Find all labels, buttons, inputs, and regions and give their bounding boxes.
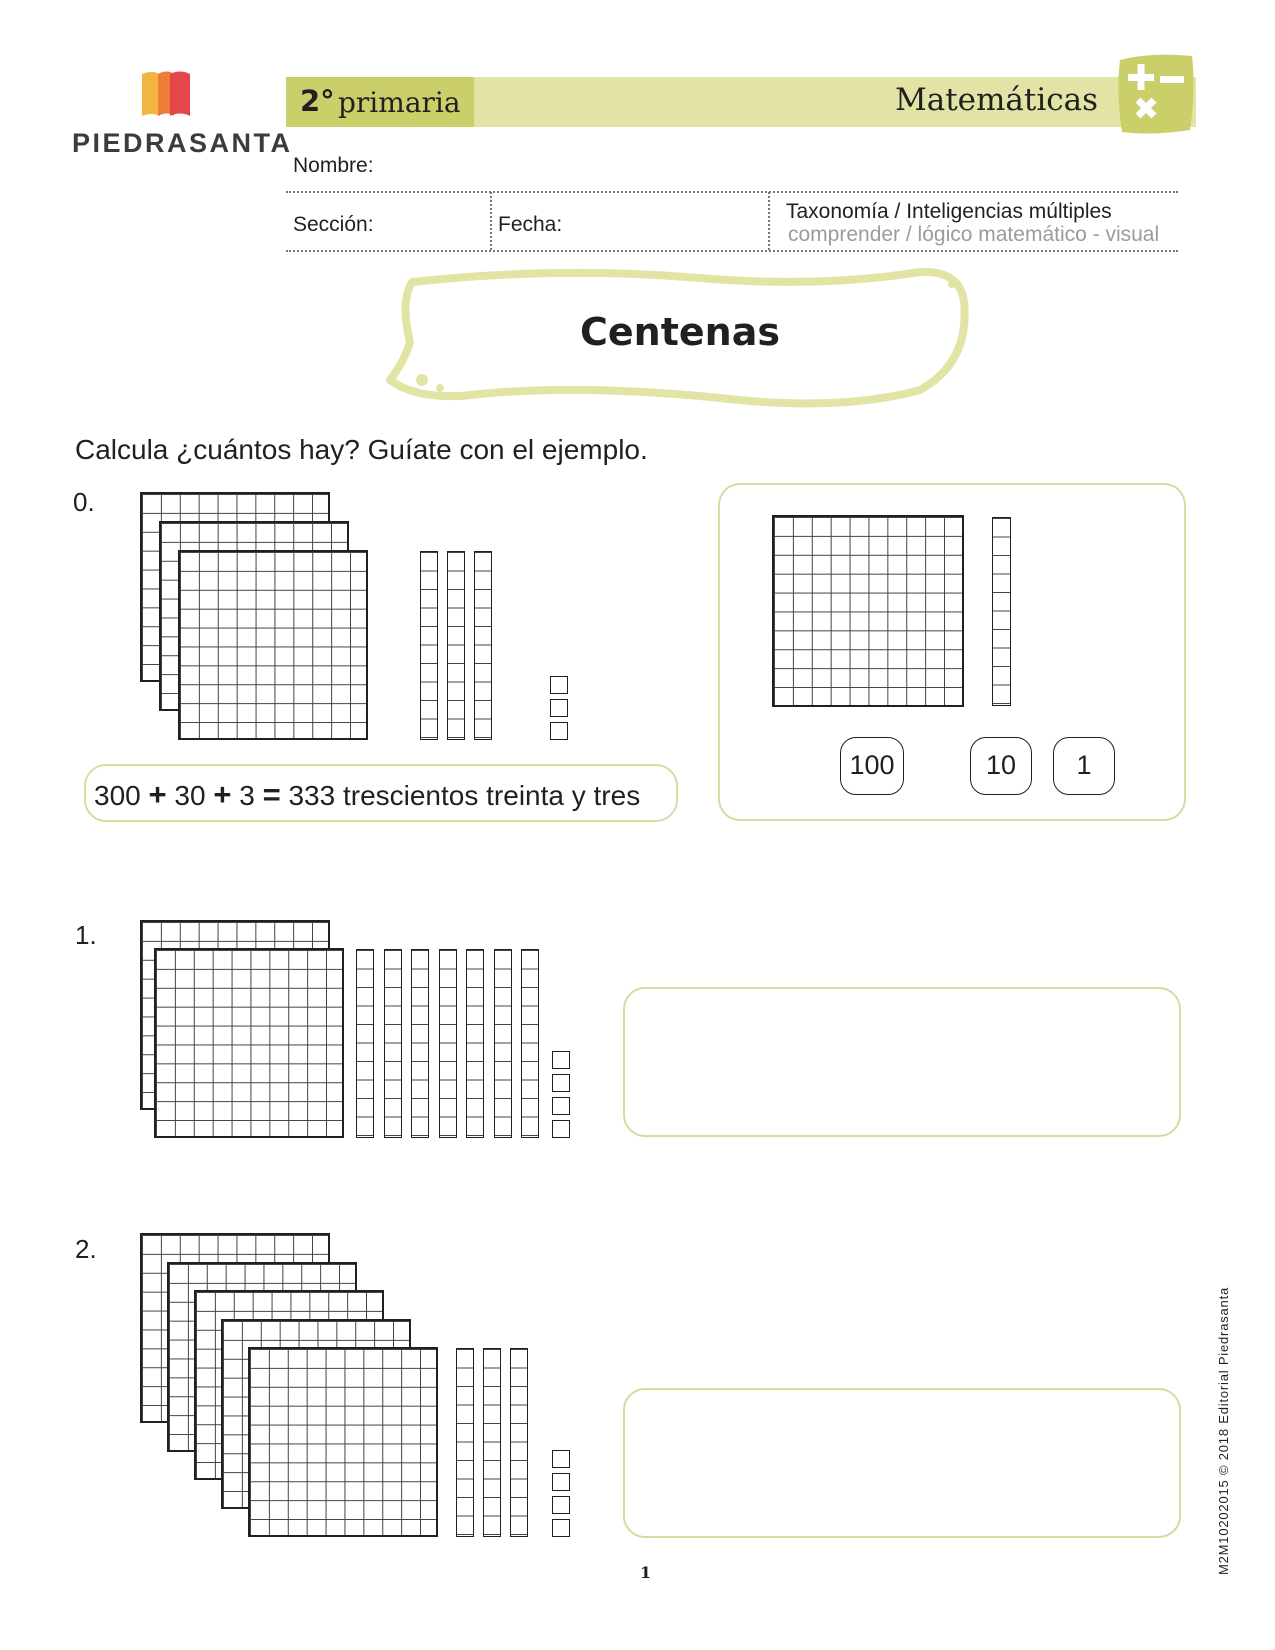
ten-rod xyxy=(494,949,512,1138)
logo xyxy=(140,68,192,118)
legend-hundred-value: 100 xyxy=(840,737,904,795)
one-cube xyxy=(552,1519,570,1537)
hundred-flat xyxy=(154,948,344,1138)
ten-rod xyxy=(356,949,374,1138)
copyright-notice: M2M10202015 © 2018 Editorial Piedrasanta xyxy=(1216,1286,1231,1575)
grade-number: 2° xyxy=(300,84,335,118)
equation-result: 333 trescientos treinta y tres xyxy=(288,780,641,811)
taxonomy-label: Taxonomía / Inteligencias múltiples xyxy=(786,200,1112,223)
ten-rod xyxy=(510,1348,528,1537)
example-equation xyxy=(94,777,640,813)
answer-box[interactable] xyxy=(623,987,1181,1137)
plus-sign: + xyxy=(213,777,232,812)
exercise-number: 1. xyxy=(75,920,97,950)
base-ten-blocks xyxy=(140,920,580,1140)
ten-rod xyxy=(992,517,1011,706)
ten-rod xyxy=(439,949,457,1138)
grade-label: primaria xyxy=(338,86,461,119)
section-label: Sección: xyxy=(293,213,374,236)
one-cube xyxy=(552,1473,570,1491)
ten-rod xyxy=(466,949,484,1138)
hundred-flat xyxy=(178,550,368,740)
one-cube xyxy=(552,1496,570,1514)
ten-rod xyxy=(420,551,438,740)
ten-rod xyxy=(384,949,402,1138)
base-ten-blocks xyxy=(140,1233,580,1538)
exercise-number: 2. xyxy=(75,1234,97,1264)
math-operations-icon xyxy=(1112,50,1198,138)
one-cube xyxy=(550,699,568,717)
ten-rod xyxy=(474,551,492,740)
date-label: Fecha: xyxy=(498,213,563,236)
logo-text: PIEDRASANTA xyxy=(72,128,293,158)
taxonomy-value: comprender / lógico matemático - visual xyxy=(788,223,1160,246)
base-ten-blocks xyxy=(140,492,580,747)
divider xyxy=(286,191,1178,193)
page-title: Centenas xyxy=(580,310,780,354)
equals-sign: = xyxy=(262,777,281,812)
ten-rod xyxy=(456,1348,474,1537)
hundred-flat xyxy=(248,1347,438,1537)
legend-ten-value: 10 xyxy=(970,737,1032,795)
equation-hundreds: 300 xyxy=(94,780,141,811)
divider xyxy=(490,192,492,250)
one-cube xyxy=(550,676,568,694)
one-cube xyxy=(550,722,568,740)
hundred-flat xyxy=(772,515,964,707)
divider xyxy=(286,250,1178,252)
answer-box[interactable] xyxy=(623,1388,1181,1538)
page-number: 1 xyxy=(640,1563,652,1582)
name-label: Nombre: xyxy=(293,154,374,177)
ten-rod xyxy=(483,1348,501,1537)
plus-sign: + xyxy=(148,777,167,812)
one-cube xyxy=(552,1120,570,1138)
ten-rod xyxy=(411,949,429,1138)
book-logo-icon xyxy=(140,68,192,118)
divider xyxy=(768,192,770,250)
exercise-number: 0. xyxy=(73,487,95,517)
ten-rod xyxy=(521,949,539,1138)
ten-rod xyxy=(447,551,465,740)
one-cube xyxy=(552,1450,570,1468)
one-cube xyxy=(552,1097,570,1115)
one-cube xyxy=(552,1074,570,1092)
one-cube xyxy=(552,1051,570,1069)
subject-title: Matemáticas xyxy=(895,82,1099,118)
equation-ones: 3 xyxy=(239,780,255,811)
legend-one-value: 1 xyxy=(1053,737,1115,795)
equation-tens: 30 xyxy=(174,780,206,811)
instruction: Calcula ¿cuántos hay? Guíate con el ejemplo. xyxy=(75,434,648,465)
